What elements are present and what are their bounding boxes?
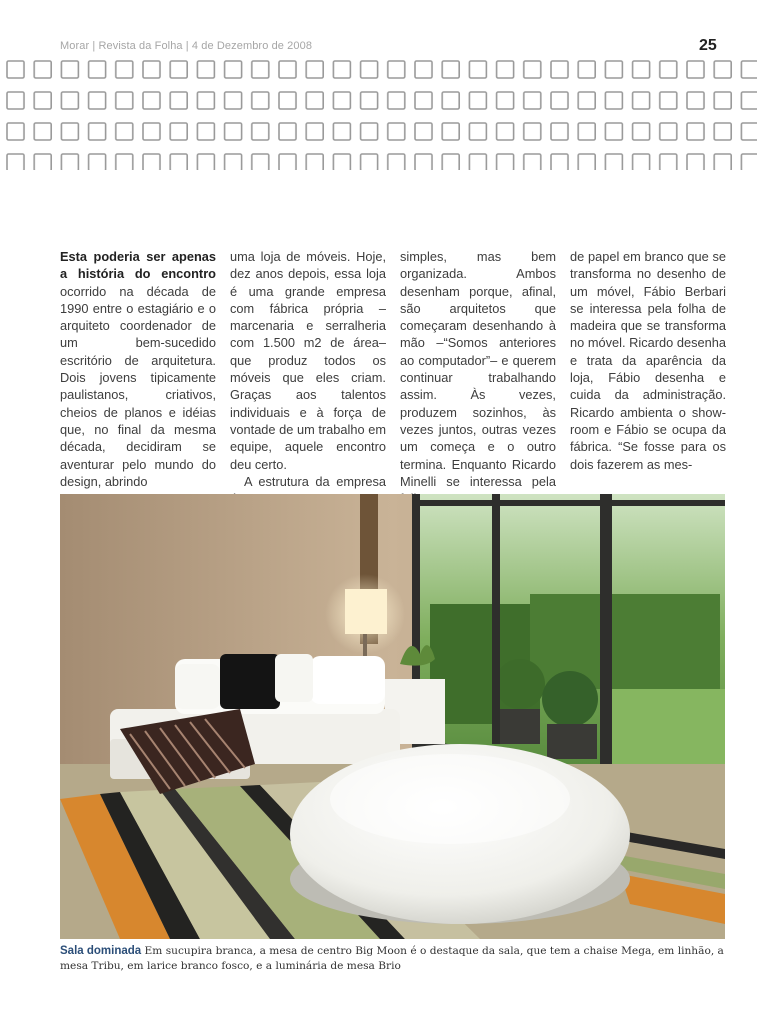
article-text: A estrutura da empresa: [244, 473, 386, 489]
photo-caption: [60, 944, 730, 973]
article-column-3: [400, 248, 556, 507]
article-text: ocorrido na década de 1990 entre o estagiário e o arquiteto coordenador de um bem-sucedido escritório de arquitetura. Dois jovens tipicamente paulistanos, criativos, cheios de planos e idéias que, no final da mesma década, decidiram se aventurar pelo mundo do design, abrindo: [60, 283, 216, 489]
article-column-2: [230, 248, 386, 507]
page-number: 25: [699, 37, 717, 54]
article-column-1: [60, 248, 216, 490]
decorative-square-grid: [6, 60, 757, 170]
article-column-4: [570, 248, 726, 473]
caption-title: Sala dominada: [60, 945, 142, 957]
article-lead: Esta poderia ser apenas a história do encontro: [60, 249, 216, 282]
square-grid-graphic: [6, 60, 757, 170]
article-text: de papel em branco que se transforma no desenho de um móvel, Fábio Berbari se interessa pela folha de madeira que se transforma no móvel. Ricardo desenha e trata da aparência da loja, Fábio desenha e cuida da administração. Ricardo ambienta o show-room e Fábio se ocupa da fábrica. “Se fosse para os dois fazerem as mes-: [570, 249, 726, 472]
running-head: Morar | Revista da Folha | 4 de Dezembro de 2008: [60, 40, 313, 52]
living-room-photo: [60, 494, 725, 939]
caption-text: Em sucupira branca, a mesa de centro Big Moon é o destaque da sala, que tem a chaise Mega, em linhão, a mesa Tribu, em larice branco fosco, e a luminária de mesa Brio: [60, 945, 724, 972]
living-room-illustration: [60, 494, 725, 939]
article-text: uma loja de móveis. Hoje, dez anos depois, essa loja é uma grande empresa com fábrica própria –marcenaria e serralheria com 1.500 m2 de área– que produz todos os móveis que eles criam. Graças aos talentos individuais e à força de vontade de um trabalho em equipe, aquele encontro deu certo.: [230, 249, 386, 472]
article-text: simples, mas bem organizada. Ambos desenham porque, afinal, são arquitetos que começaram desenhando à mão –“Somos anteriores ao computador”– e querem continuar trabalhando assim. Às vezes, produzem sozinhos, às vezes juntos, outras vezes um começa e o outro termina. Enquanto Ricardo Minelli se interessa pela: [400, 249, 556, 489]
